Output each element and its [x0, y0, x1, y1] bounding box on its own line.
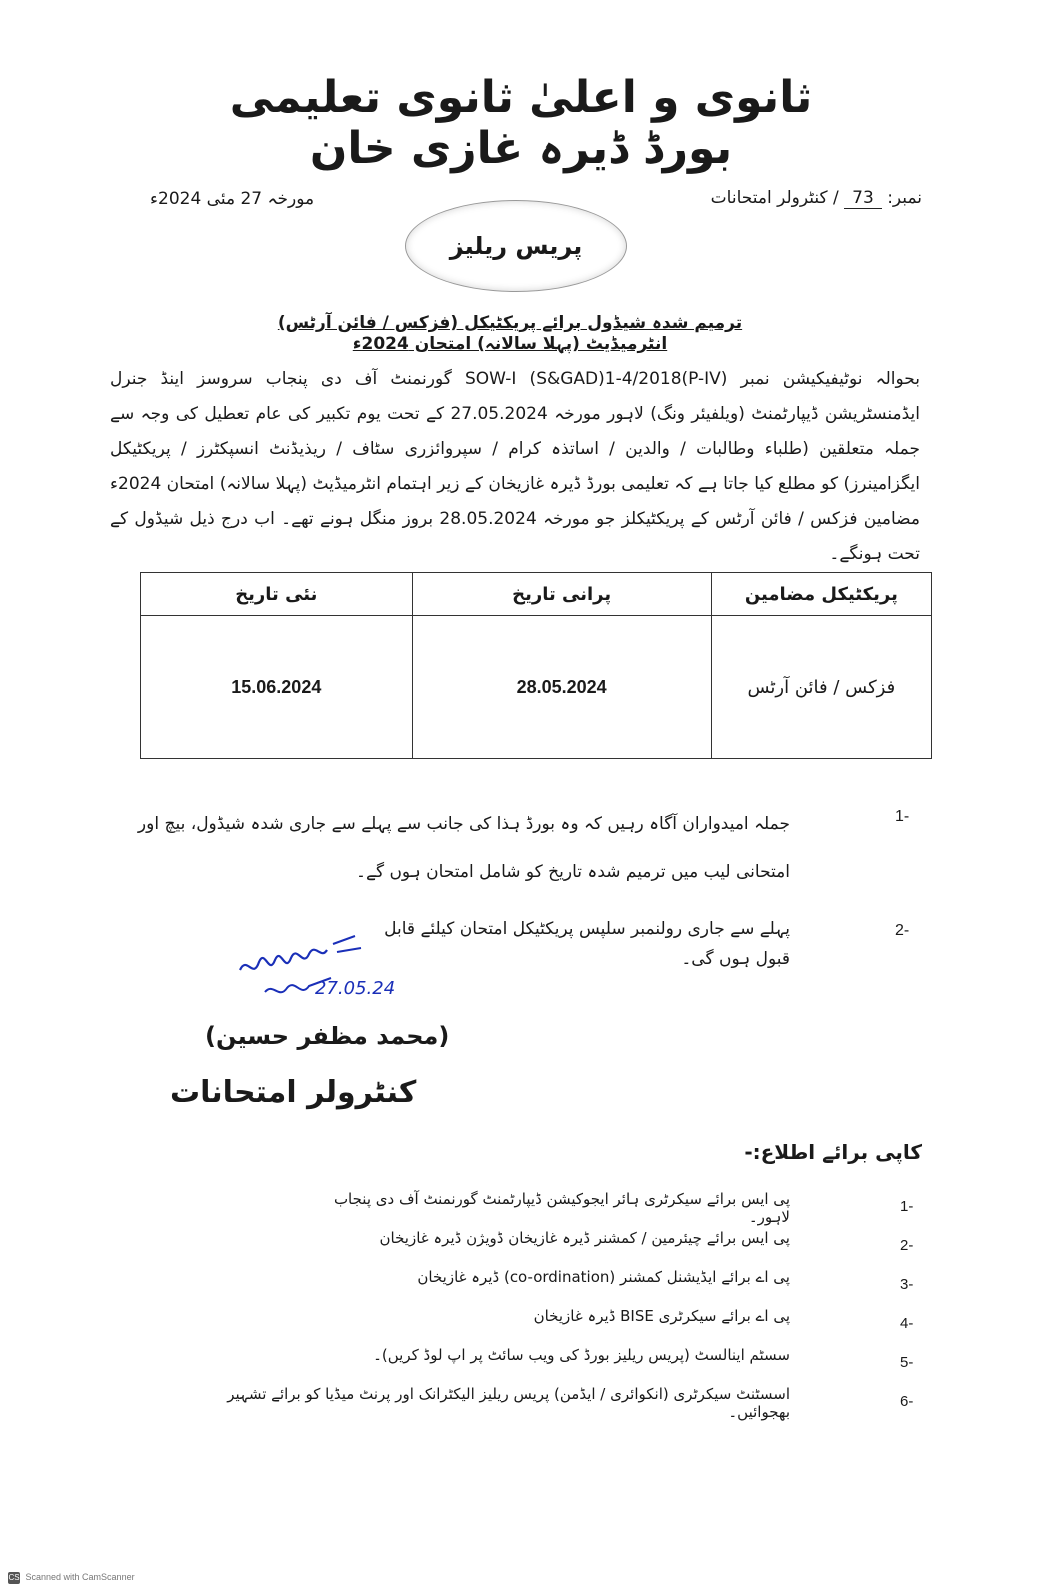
- note-2-number: 2-: [895, 922, 910, 939]
- header-new-date: نئی تاریخ: [141, 573, 413, 616]
- copy-3-number: 3-: [900, 1276, 914, 1293]
- copy-4-text: پی اے برائے سیکرٹری BISE ڈیرہ غازیخان: [533, 1307, 790, 1325]
- table-row: [141, 616, 932, 759]
- scanner-watermark-text: Scanned with CamScanner: [25, 1572, 135, 1582]
- copy-5-number: 5-: [900, 1354, 914, 1371]
- note-2-text: پہلے سے جاری رولنمبر سلپس پریکٹیکل امتحان کیلئے قابل قبول ہوں گی۔: [384, 919, 790, 969]
- copy-1-number: 1-: [900, 1198, 914, 1215]
- copy-heading: کاپی برائے اطلاع:-: [744, 1140, 922, 1164]
- copy-2-text: پی ایس برائے چیئرمین / کمشنر ڈیرہ غازیخان ڈویژن ڈیرہ غازیخان: [379, 1229, 790, 1247]
- press-release-label: پریس ریلیز: [449, 232, 583, 260]
- header-old-date: پرانی تاریخ: [412, 573, 711, 616]
- copy-6-number: 6-: [900, 1393, 914, 1410]
- body-paragraph: بحوالہ نوٹیفیکیشن نمبر SOW-I (S&GAD)1-4/2018(P-IV) گورنمنٹ آف دی پنجاب سروسز اینڈ جنرل ایڈمنسٹریشن ڈیپارٹمنٹ (ویلفیئر ونگ) لاہور مورخہ 27.05.2024 کے تحت یوم تکبیر کی عام تعطیل کی وجہ سے جملہ متعلقین (طلباء وطالبات / والدین / اساتذہ کرام / سپروائزری سٹاف / ریذیڈنٹ انسپکٹرز / پریکٹیکل ایگزامینرز) کو مطلع کیا جاتا ہے کہ تعلیمی بورڈ ڈیرہ غازیخان کے زیر اہتمام انٹرمیڈیٹ (پہلا سالانہ) امتحان 2024ء مضامین فزکس / فائن آرٹس کے پریکٹیکلز جو مورخہ 28.05.2024 بروز منگل ہونے تھے۔ اب درج ذیل شیڈول کے تحت ہونگے۔: [110, 369, 921, 564]
- copy-4-number: 4-: [900, 1315, 914, 1332]
- press-release-oval: [405, 200, 627, 292]
- scanner-watermark: [8, 1572, 135, 1584]
- reference-number-value: 73: [844, 188, 882, 209]
- cell-new-date: 15.06.2024: [141, 616, 413, 759]
- schedule-table: [140, 572, 932, 759]
- note-1-number: 1-: [895, 808, 910, 825]
- reference-number: [711, 188, 922, 209]
- copy-6-text: اسسٹنٹ سیکرٹری (انکوائری / ایڈمن) پریس ریلیز الیکٹرانک اور پرنٹ میڈیا کو برائے تشہیر بھجوائیں۔: [227, 1385, 790, 1421]
- reference-prefix: نمبر:: [887, 188, 922, 208]
- reference-suffix: / کنٹرولر امتحانات: [710, 188, 839, 208]
- copy-3-text: پی اے برائے ایڈیشنل کمشنر (co-ordination) ڈیرہ غازیخان: [417, 1268, 790, 1286]
- camscanner-logo-icon: CS: [8, 1573, 20, 1582]
- issue-date: مورخہ 27 مئی 2024ء: [150, 189, 315, 209]
- subject-heading: ترمیم شدہ شیڈول برائے پریکٹیکل (فزکس / فائن آرٹس) انٹرمیڈیٹ (پہلا سالانہ) امتحان 2024ء: [277, 313, 743, 354]
- header-subject: پریکٹیکل مضامین: [711, 573, 931, 616]
- cell-old-date: 28.05.2024: [412, 616, 711, 759]
- note-1-text: جملہ امیدواران آگاہ رہیں کہ وہ بورڈ ہذا کی جانب سے پہلے سے جاری شدہ شیڈول، بیچ اور امتحانی لیب میں ترمیم شدہ تاریخ کو شامل امتحان ہوں گے۔: [137, 814, 790, 882]
- handwritten-signature: [235, 930, 396, 1010]
- copy-5-text: سسٹم اینالسٹ (پریس ریلیز بورڈ کی ویب سائٹ پر اپ لوڈ کریں)۔: [373, 1346, 790, 1364]
- signatory-name: (محمد مظفر حسین): [205, 1022, 450, 1050]
- copy-1-text: پی ایس برائے سیکرٹری ہائر ایجوکیشن ڈیپارٹمنٹ گورنمنٹ آف دی پنجاب لاہور۔: [333, 1190, 790, 1226]
- cell-subject: فزکس / فائن آرٹس: [711, 616, 931, 759]
- signature-date: 27.05.24: [315, 978, 396, 999]
- copy-2-number: 2-: [900, 1237, 914, 1254]
- signatory-title: کنٹرولر امتحانات: [170, 1075, 417, 1110]
- board-title: ثانوی و اعلیٰ ثانوی تعلیمی بورڈ ڈیرہ غازی خان: [229, 72, 813, 174]
- table-header-row: [141, 573, 932, 616]
